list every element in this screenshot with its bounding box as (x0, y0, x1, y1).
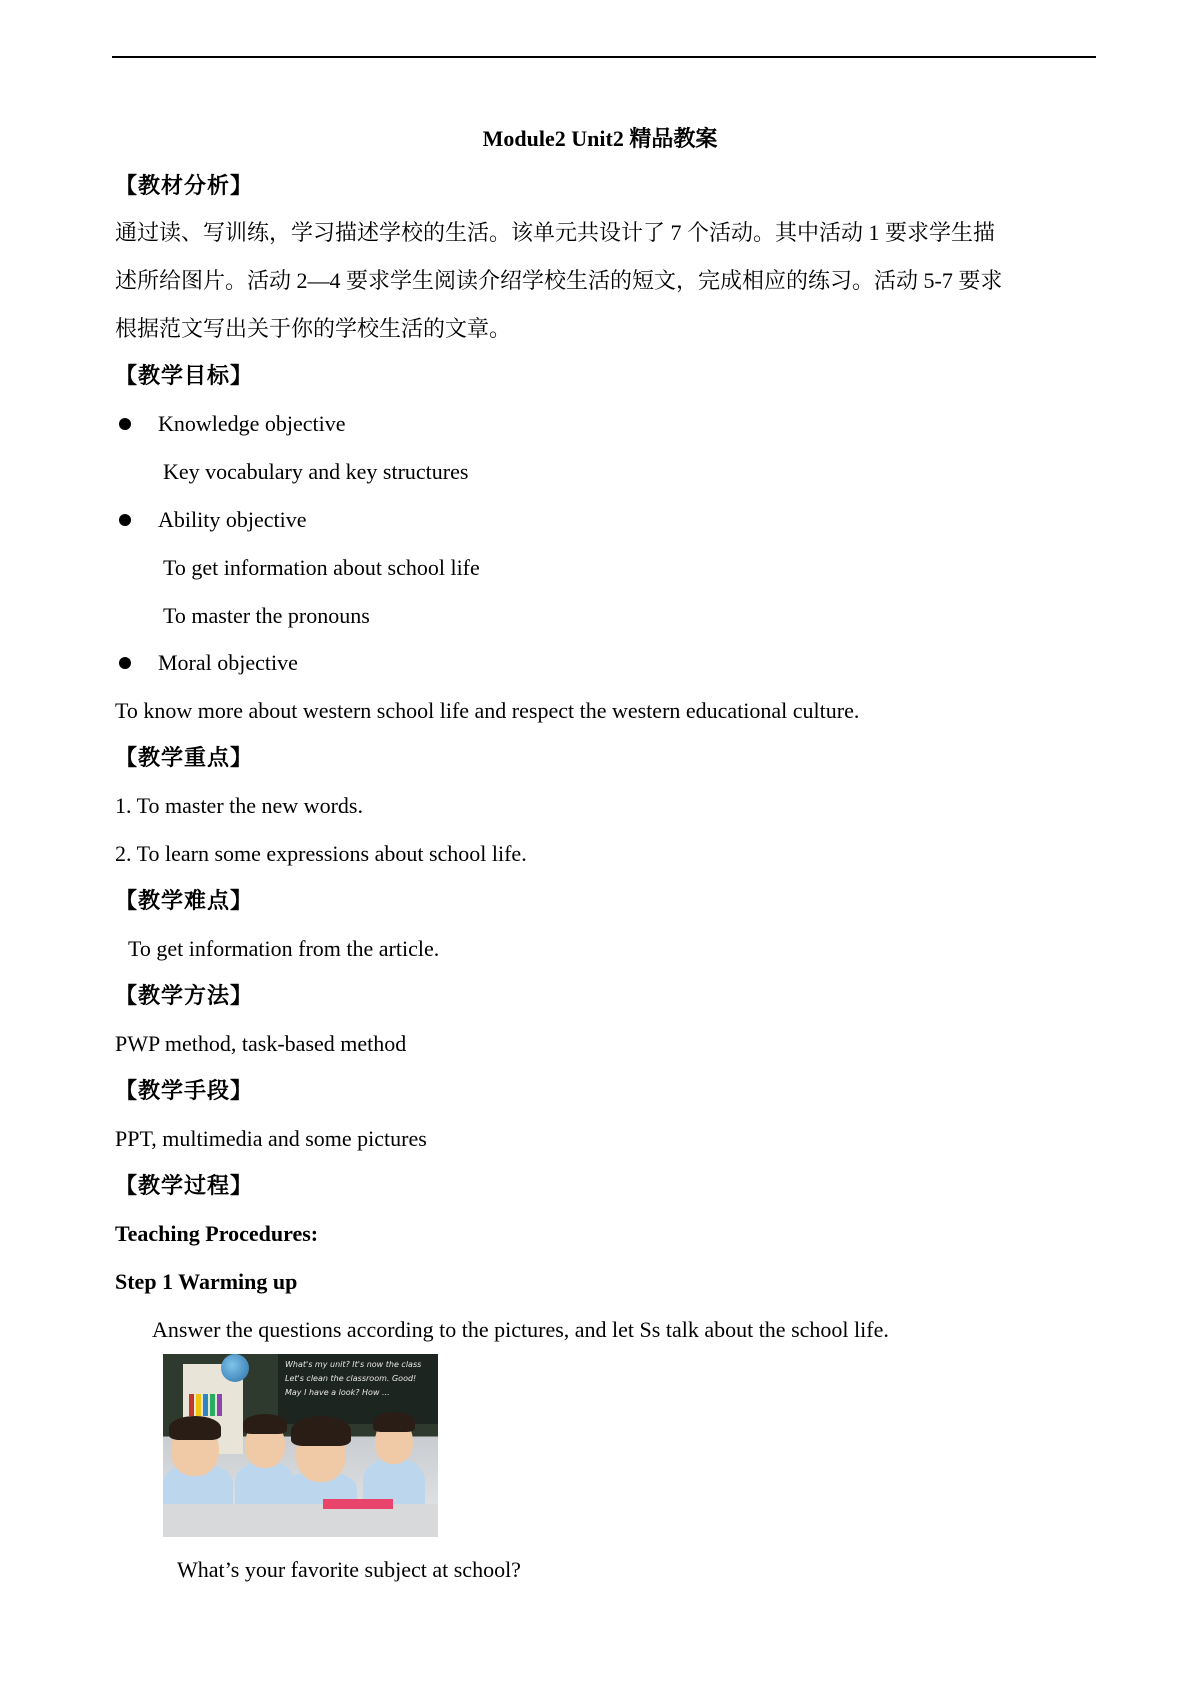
chalk-writing: Let's clean the classroom. Good! (285, 1374, 417, 1383)
heading-methods: 【教学方法】 (115, 983, 254, 1008)
bullet-icon (119, 514, 131, 526)
key-point-1: 1. To master the new words. (115, 793, 363, 818)
knowledge-objective: Knowledge objective (158, 411, 346, 436)
ability-objective: Ability objective (158, 507, 307, 532)
analysis-line-2: 述所给图片。活动 2—4 要求学生阅读介绍学校生活的短文，完成相应的练习。活动 5-7 要求 (115, 268, 1003, 293)
book (189, 1394, 194, 1416)
heading-means: 【教学手段】 (115, 1078, 254, 1103)
page-title: Module2 Unit2 精品教案 (482, 126, 718, 151)
key-point-2: 2. To learn some expressions about school life. (115, 841, 527, 866)
means-text: PPT, multimedia and some pictures (115, 1126, 427, 1151)
desk (163, 1504, 438, 1537)
procedures-subheading: Teaching Procedures: (115, 1221, 319, 1246)
moral-detail: To know more about western school life and respect the western educational culture. (115, 698, 860, 723)
book (210, 1394, 215, 1416)
book (203, 1394, 208, 1416)
chalk-writing: What's my unit? It's now the class (285, 1360, 422, 1369)
heading-difficulties: 【教学难点】 (115, 888, 254, 913)
heading-key-points: 【教学重点】 (115, 745, 254, 770)
pink-notebook (323, 1499, 393, 1509)
ability-detail-1: To get information about school life (163, 555, 480, 580)
student-hair (373, 1412, 415, 1432)
moral-objective: Moral objective (158, 650, 298, 675)
bullet-icon (119, 418, 131, 430)
step1-title: Step 1 Warming up (115, 1269, 298, 1294)
globe-icon (221, 1354, 249, 1382)
warmup-question: What’s your favorite subject at school? (177, 1557, 521, 1582)
analysis-line-1: 通过读、写训练，学习描述学校的生活。该单元共设计了 7 个活动。其中活动 1 要求学生描 (115, 220, 996, 245)
difficulties-text: To get information from the article. (128, 936, 440, 961)
chalk-writing: May I have a look? How ... (285, 1388, 390, 1397)
header-rule (112, 56, 1096, 58)
heading-process: 【教学过程】 (115, 1173, 254, 1198)
bullet-icon (119, 657, 131, 669)
heading-analysis: 【教材分析】 (115, 173, 254, 198)
student-hair (243, 1414, 287, 1434)
ability-detail-2: To master the pronouns (163, 603, 370, 628)
student-hair (291, 1416, 351, 1446)
heading-objectives: 【教学目标】 (115, 363, 254, 388)
methods-text: PWP method, task-based method (115, 1031, 407, 1056)
knowledge-detail: Key vocabulary and key structures (163, 459, 469, 484)
book (217, 1394, 222, 1416)
classroom-photo (163, 1354, 438, 1537)
analysis-line-3: 根据范文写出关于你的学校生活的文章。 (115, 316, 512, 341)
student-hair (169, 1416, 221, 1440)
step1-text: Answer the questions according to the pictures, and let Ss talk about the school life. (152, 1317, 889, 1342)
book (196, 1394, 201, 1416)
